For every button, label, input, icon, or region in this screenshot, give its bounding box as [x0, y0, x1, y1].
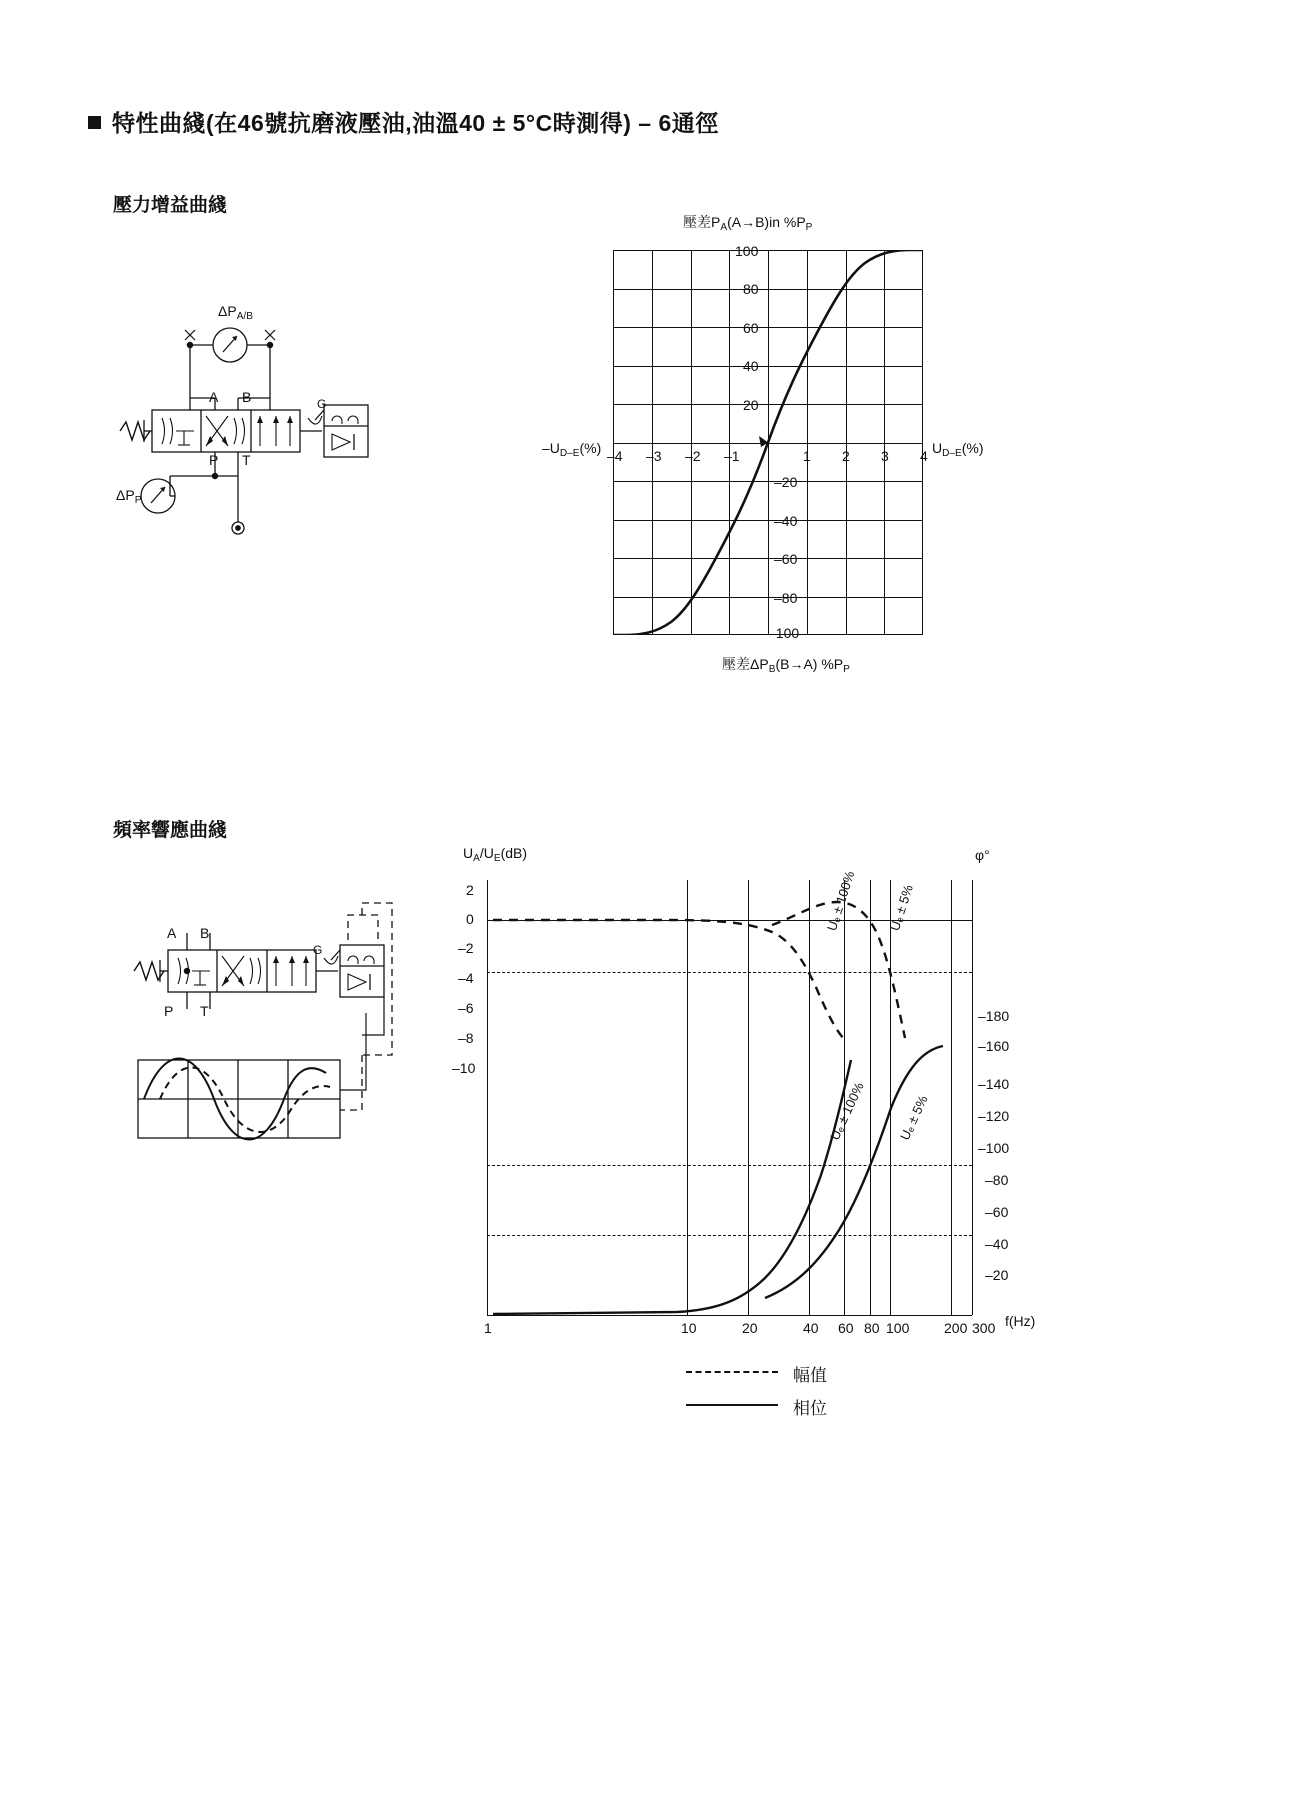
- chart1-ytick: –80: [774, 590, 798, 606]
- chart2-ytick-left: –4: [458, 970, 474, 986]
- bullet-marker: [88, 116, 101, 129]
- chart1-top-axis-label: 壓差$P_A(A\to B)in$ $\%P_P$: [683, 214, 813, 233]
- chart2-ytick-left: 0: [466, 911, 474, 927]
- chart2-xtick: 20: [742, 1320, 758, 1336]
- chart2-xtick: 300: [972, 1320, 996, 1336]
- chart2-ytick-right: –180: [978, 1008, 1010, 1024]
- chart2-xtick: 60: [838, 1320, 854, 1336]
- chart1-xtick: –2: [685, 448, 701, 464]
- chart2-xtick: 40: [803, 1320, 819, 1336]
- legend-amplitude-swatch: [686, 1371, 778, 1373]
- chart2-xtick: 100: [886, 1320, 910, 1336]
- chart1-ytick: 60: [743, 320, 759, 336]
- chart2-ytick-left: 2: [466, 882, 474, 898]
- chart2-ytick-right: –80: [985, 1172, 1009, 1188]
- label-delta-p-p: $\Delta P_P$: [116, 487, 142, 506]
- pressure-gain-chart: [613, 250, 923, 635]
- legend-amplitude-label: 幅值: [793, 1366, 827, 1385]
- chart1-ytick: –100: [768, 625, 800, 641]
- chart1-xtick: 2: [842, 448, 850, 464]
- chart1-curve: [613, 250, 923, 635]
- chart2-ytick-left: –6: [458, 1000, 474, 1016]
- chart2-xtick: 1: [484, 1320, 492, 1336]
- label-port-p-1: P: [209, 452, 219, 468]
- chart1-xtick: 3: [881, 448, 889, 464]
- chart1-ytick: 20: [743, 397, 759, 413]
- chart2-curve-label-amp-5: Uₑ ± 5%: [887, 882, 916, 933]
- chart2-ytick-right: –100: [978, 1140, 1010, 1156]
- label-port-g-2: G: [313, 943, 323, 957]
- chart1-bottom-axis-label: 壓差$\Delta P_B(B\to A)$ $\%P_P$: [722, 656, 850, 675]
- chart1-ytick: –20: [774, 474, 798, 490]
- hydraulic-schematic-pressure: [110, 300, 370, 550]
- chart2-x-axis-label: f(Hz): [1005, 1313, 1036, 1329]
- label-port-p-2: P: [164, 1003, 174, 1019]
- subhead-frequency-response: 頻率響應曲綫: [113, 820, 228, 841]
- frequency-response-chart: [487, 869, 972, 1315]
- page-title-text: 特性曲綫(在46號抗磨液壓油,油溫40 ± 5°C時測得) – 6通徑: [112, 110, 719, 136]
- chart1-xtick: 4: [920, 448, 928, 464]
- label-port-g-1: G: [317, 397, 327, 411]
- label-port-b-2: B: [200, 925, 210, 941]
- chart2-curve-label-amp-100: Uₑ ± 100%: [824, 869, 858, 933]
- label-port-a-2: A: [167, 925, 177, 941]
- label-port-a-1: A: [209, 389, 219, 405]
- chart1-ytick: 40: [743, 358, 759, 374]
- page-title: [88, 105, 719, 138]
- chart2-ytick-right: –160: [978, 1038, 1010, 1054]
- chart2-y-axis-label-right: φ°: [975, 847, 990, 863]
- chart1-x-axis-label-left: $-U_{D-E}(\%)$: [542, 440, 602, 459]
- chart2-y-axis-label-left: $U_A/U_E(dB)$: [463, 845, 528, 864]
- label-port-t-1: T: [242, 452, 251, 468]
- chart2-curves: [487, 880, 982, 1320]
- label-port-t-2: T: [200, 1003, 209, 1019]
- chart2-curve-label-phase-5: Uₑ ± 5%: [897, 1093, 931, 1143]
- chart2-ytick-right: –140: [978, 1076, 1010, 1092]
- chart1-x-axis-label-right: $U_{D-E}(\%)$: [932, 440, 984, 459]
- chart1-xtick: –3: [646, 448, 662, 464]
- label-port-b-1: B: [242, 389, 252, 405]
- label-delta-p-ab: $\Delta P_{A/B}$: [218, 303, 253, 322]
- chart2-ytick-right: –60: [985, 1204, 1009, 1220]
- chart1-ytick: 100: [735, 243, 759, 259]
- chart2-ytick-right: –40: [985, 1236, 1009, 1252]
- chart2-curve-label-phase-100: Uₑ ± 100%: [827, 1079, 867, 1143]
- chart2-xtick: 10: [681, 1320, 697, 1336]
- chart1-ytick: 80: [743, 281, 759, 297]
- legend-phase-label: 相位: [793, 1399, 827, 1418]
- chart1-xtick: –4: [607, 448, 623, 464]
- chart2-xtick: 80: [864, 1320, 880, 1336]
- chart2-ytick-right: –120: [978, 1108, 1010, 1124]
- chart1-ytick: –60: [774, 551, 798, 567]
- chart2-ytick-left: –10: [452, 1060, 476, 1076]
- chart2-xtick: 200: [944, 1320, 968, 1336]
- chart1-xtick: 1: [803, 448, 811, 464]
- chart2-ytick-right: –20: [985, 1267, 1009, 1283]
- chart1-xtick: –1: [724, 448, 740, 464]
- chart1-ytick: –40: [774, 513, 798, 529]
- subhead-pressure-gain: 壓力增益曲綫: [113, 195, 228, 216]
- chart2-ytick-left: –8: [458, 1030, 474, 1046]
- chart2-ytick-left: –2: [458, 940, 474, 956]
- legend-phase-swatch: [686, 1404, 778, 1406]
